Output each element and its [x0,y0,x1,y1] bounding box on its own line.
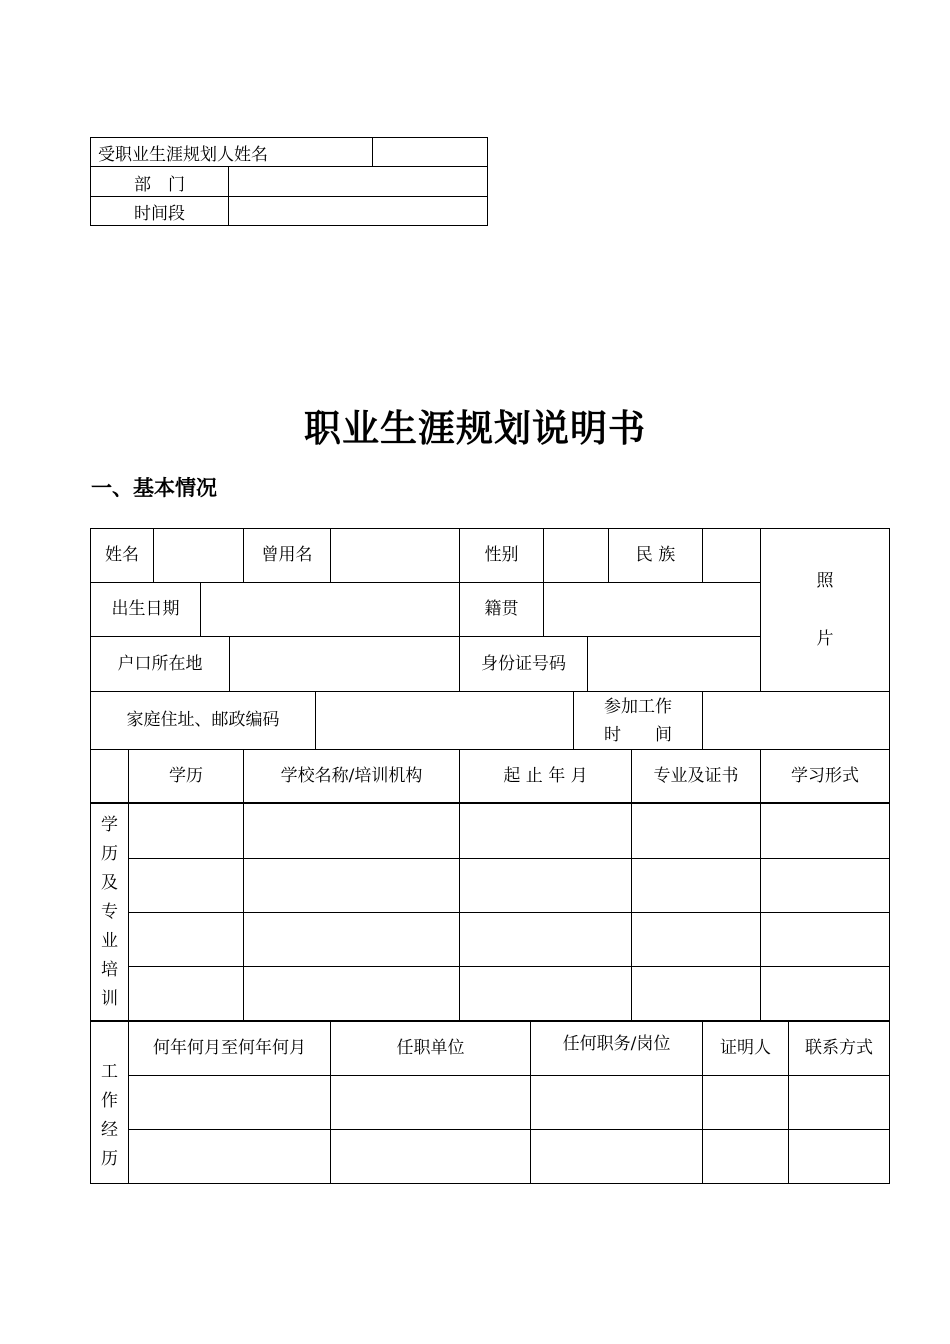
gender-label: 性别 [484,545,519,566]
work-header-contact: 联系方式 [805,1038,873,1059]
edu-header-degree: 学历 [169,765,203,786]
edu-header-major: 专业及证书 [653,765,739,786]
education-row[interactable] [129,859,889,912]
education-row[interactable] [129,804,889,858]
side-char: 业 [101,930,118,951]
side-char: 作 [101,1090,118,1111]
department-value[interactable] [229,167,487,196]
household-value[interactable] [230,637,459,691]
address-label: 家庭住址、邮政编码 [126,710,280,731]
birthdate-value[interactable] [201,583,459,636]
work-row[interactable] [129,1130,889,1183]
side-char: 培 [101,959,118,980]
work-start-label [574,692,702,749]
gender-value[interactable] [544,529,608,582]
education-row[interactable] [129,967,889,1020]
side-char: 训 [101,988,118,1009]
address-value[interactable] [316,692,573,749]
ethnicity-value[interactable] [703,529,760,582]
work-start-value[interactable] [703,692,889,749]
side-char: 历 [101,1148,118,1169]
trainee-name-value[interactable] [373,138,487,166]
trainee-name-label: 受职业生涯规划人姓名 [98,144,268,165]
side-char: 历 [101,843,118,864]
page-title: 职业生涯规划说明书 [304,407,646,450]
photo-char: 片 [816,629,834,649]
name-value[interactable] [154,529,243,582]
edu-header-mode: 学习形式 [791,765,859,786]
household-label: 户口所在地 [117,653,203,674]
education-row[interactable] [129,913,889,966]
period-label: 时间段 [134,203,185,224]
photo-char: 照 [816,571,834,591]
work-side-label [91,1022,128,1183]
birthdate-label: 出生日期 [111,599,180,620]
id-number-value[interactable] [588,637,760,691]
side-char: 经 [101,1119,118,1140]
work-header-reference: 证明人 [720,1038,771,1059]
side-char: 专 [101,901,118,922]
side-char: 学 [101,814,118,835]
ethnicity-label: 民 族 [635,545,676,566]
photo-box[interactable] [761,529,889,691]
native-place-value[interactable] [544,583,760,636]
side-char: 及 [101,872,118,893]
work-start-label-line: 参加工作 [604,696,672,717]
native-place-label: 籍贯 [484,599,519,620]
section-heading: 一、基本情况 [91,476,217,500]
work-row[interactable] [129,1076,889,1129]
work-header-period: 何年何月至何年何月 [153,1038,306,1059]
department-label: 部 门 [134,174,185,195]
side-char: 工 [101,1061,118,1082]
former-name-label: 曾用名 [261,545,313,566]
work-header-employer: 任职单位 [396,1038,465,1059]
id-number-label: 身份证号码 [481,653,566,674]
edu-header-period: 起 止 年 月 [503,765,588,786]
former-name-value[interactable] [331,529,459,582]
work-start-label-line: 时 间 [604,724,672,745]
work-header-position: 任何职务/岗位 [562,1034,671,1055]
name-label: 姓名 [105,545,139,566]
education-side-label [91,804,128,1020]
edu-header-school: 学校名称/培训机构 [280,765,423,786]
period-value[interactable] [229,197,487,225]
